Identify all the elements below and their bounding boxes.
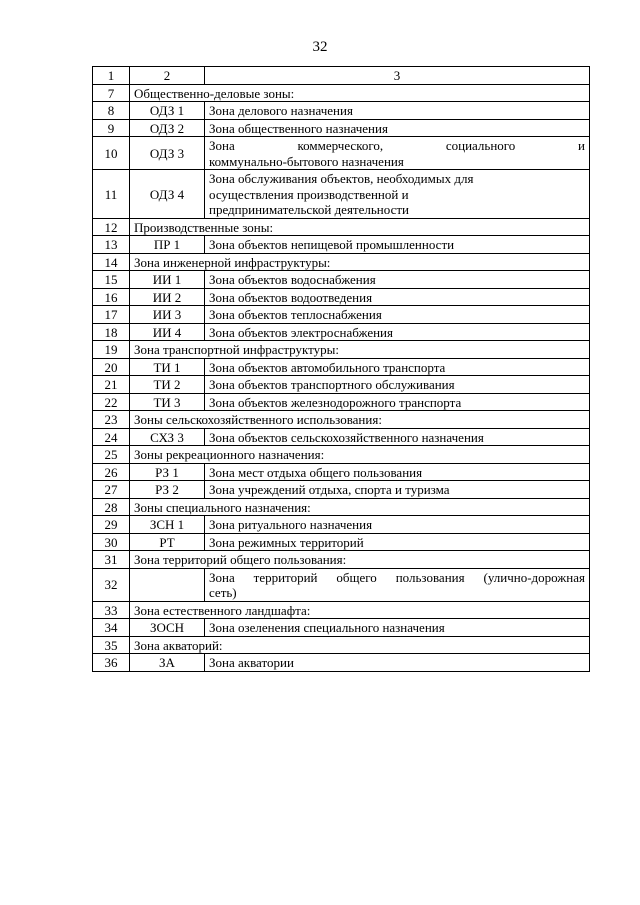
table-row <box>93 393 590 411</box>
row-number: 7 <box>93 84 130 102</box>
table-row <box>93 376 590 394</box>
header-cell: 3 <box>205 67 590 85</box>
row-number: 20 <box>93 358 130 376</box>
table-row <box>93 170 590 219</box>
zone-description: Зона объектов теплоснабжения <box>205 306 590 324</box>
zone-code: ИИ 1 <box>130 271 205 289</box>
zone-code: РЗ 2 <box>130 481 205 499</box>
row-number: 28 <box>93 498 130 516</box>
row-number: 13 <box>93 236 130 254</box>
zone-description: Зона акватории <box>205 654 590 672</box>
row-number: 16 <box>93 288 130 306</box>
header-cell: 1 <box>93 67 130 85</box>
row-number: 8 <box>93 102 130 120</box>
table-row <box>93 119 590 137</box>
zone-code: РТ <box>130 533 205 551</box>
row-number: 10 <box>93 137 130 170</box>
page-number: 32 <box>312 39 328 55</box>
row-number: 11 <box>93 170 130 219</box>
zone-code: ТИ 1 <box>130 358 205 376</box>
row-number: 24 <box>93 428 130 446</box>
zone-description: Зона объектов железнодорожного транспорта <box>205 393 590 411</box>
zone-description: Зона объектов сельскохозяйственного назначения <box>205 428 590 446</box>
table-row <box>93 619 590 637</box>
zone-description: Зона мест отдыха общего пользования <box>205 463 590 481</box>
zone-description: Зона объектов электроснабжения <box>205 323 590 341</box>
description-line: Зона коммерческого, социального и <box>209 138 585 153</box>
zone-description: Зона режимных территорий <box>205 533 590 551</box>
group-title: Общественно-деловые зоны: <box>130 84 590 102</box>
table-row <box>93 481 590 499</box>
table-row <box>93 428 590 446</box>
group-row <box>93 446 590 464</box>
row-number: 32 <box>93 568 130 601</box>
group-title: Зона инженерной инфраструктуры: <box>130 253 590 271</box>
table-header-row <box>93 67 590 85</box>
zone-description: Зона общественного назначения <box>205 119 590 137</box>
row-number: 21 <box>93 376 130 394</box>
table-row <box>93 568 590 601</box>
zone-description <box>205 170 590 219</box>
zone-description <box>205 137 590 170</box>
table-row <box>93 288 590 306</box>
zone-code: ОДЗ 4 <box>130 170 205 219</box>
group-title: Зоны рекреационного назначения: <box>130 446 590 464</box>
zone-code: ЗОСН <box>130 619 205 637</box>
group-title: Зона транспортной инфраструктуры: <box>130 341 590 359</box>
zones-table <box>92 66 590 672</box>
description-line: осуществления производственной и <box>209 186 409 202</box>
group-row <box>93 253 590 271</box>
table-row <box>93 102 590 120</box>
group-title: Производственные зоны: <box>130 218 590 236</box>
zone-code: ОДЗ 3 <box>130 137 205 170</box>
description-line: Зона территорий общего пользования (улично-дорожная <box>209 569 585 585</box>
row-number: 17 <box>93 306 130 324</box>
group-title: Зона территорий общего пользования: <box>130 551 590 569</box>
description-line: предпринимательской деятельности <box>209 202 409 217</box>
zone-description: Зона озеленения специального назначения <box>205 619 590 637</box>
row-number: 19 <box>93 341 130 359</box>
group-row <box>93 551 590 569</box>
row-number: 27 <box>93 481 130 499</box>
row-number: 25 <box>93 446 130 464</box>
group-title: Зоны специального назначения: <box>130 498 590 516</box>
zone-code: СХЗ 3 <box>130 428 205 446</box>
zone-code: ИИ 3 <box>130 306 205 324</box>
group-title: Зона естественного ландшафта: <box>130 601 590 619</box>
row-number: 30 <box>93 533 130 551</box>
row-number: 31 <box>93 551 130 569</box>
row-number: 15 <box>93 271 130 289</box>
row-number: 26 <box>93 463 130 481</box>
zone-description: Зона ритуального назначения <box>205 516 590 534</box>
table-row <box>93 516 590 534</box>
group-row <box>93 498 590 516</box>
description-line: сеть) <box>209 585 237 600</box>
table-row <box>93 323 590 341</box>
group-row <box>93 601 590 619</box>
group-title: Зона акваторий: <box>130 636 590 654</box>
description-line: Зона обслуживания объектов, необходимых для <box>209 171 474 186</box>
row-number: 14 <box>93 253 130 271</box>
row-number: 36 <box>93 654 130 672</box>
table-row <box>93 463 590 481</box>
zone-code: ПР 1 <box>130 236 205 254</box>
table-row <box>93 533 590 551</box>
row-number: 34 <box>93 619 130 637</box>
row-number: 22 <box>93 393 130 411</box>
row-number: 35 <box>93 636 130 654</box>
table-row <box>93 271 590 289</box>
zone-description: Зона объектов непищевой промышленности <box>205 236 590 254</box>
zone-code <box>130 568 205 601</box>
zone-description: Зона объектов транспортного обслуживания <box>205 376 590 394</box>
table-row <box>93 654 590 672</box>
row-number: 18 <box>93 323 130 341</box>
zone-code: ИИ 4 <box>130 323 205 341</box>
group-row <box>93 341 590 359</box>
row-number: 29 <box>93 516 130 534</box>
group-row <box>93 218 590 236</box>
zone-code: ТИ 3 <box>130 393 205 411</box>
group-title: Зоны сельскохозяйственного использования: <box>130 411 590 429</box>
group-row <box>93 411 590 429</box>
zone-code: ОДЗ 1 <box>130 102 205 120</box>
description-line: коммунально-бытового назначения <box>209 153 404 169</box>
row-number: 23 <box>93 411 130 429</box>
zone-code: РЗ 1 <box>130 463 205 481</box>
table-row <box>93 236 590 254</box>
header-cell: 2 <box>130 67 205 85</box>
table-row <box>93 137 590 170</box>
zone-description: Зона объектов водоотведения <box>205 288 590 306</box>
zone-description: Зона делового назначения <box>205 102 590 120</box>
row-number: 12 <box>93 218 130 236</box>
zone-description: Зона объектов автомобильного транспорта <box>205 358 590 376</box>
table-row <box>93 306 590 324</box>
zone-description: Зона объектов водоснабжения <box>205 271 590 289</box>
row-number: 33 <box>93 601 130 619</box>
group-row <box>93 636 590 654</box>
zone-code: ТИ 2 <box>130 376 205 394</box>
zone-description <box>205 568 590 601</box>
row-number: 9 <box>93 119 130 137</box>
zone-code: ИИ 2 <box>130 288 205 306</box>
zone-code: ЗСН 1 <box>130 516 205 534</box>
zone-code: ОДЗ 2 <box>130 119 205 137</box>
group-row <box>93 84 590 102</box>
zone-description: Зона учреждений отдыха, спорта и туризма <box>205 481 590 499</box>
zone-code: ЗА <box>130 654 205 672</box>
table-row <box>93 358 590 376</box>
